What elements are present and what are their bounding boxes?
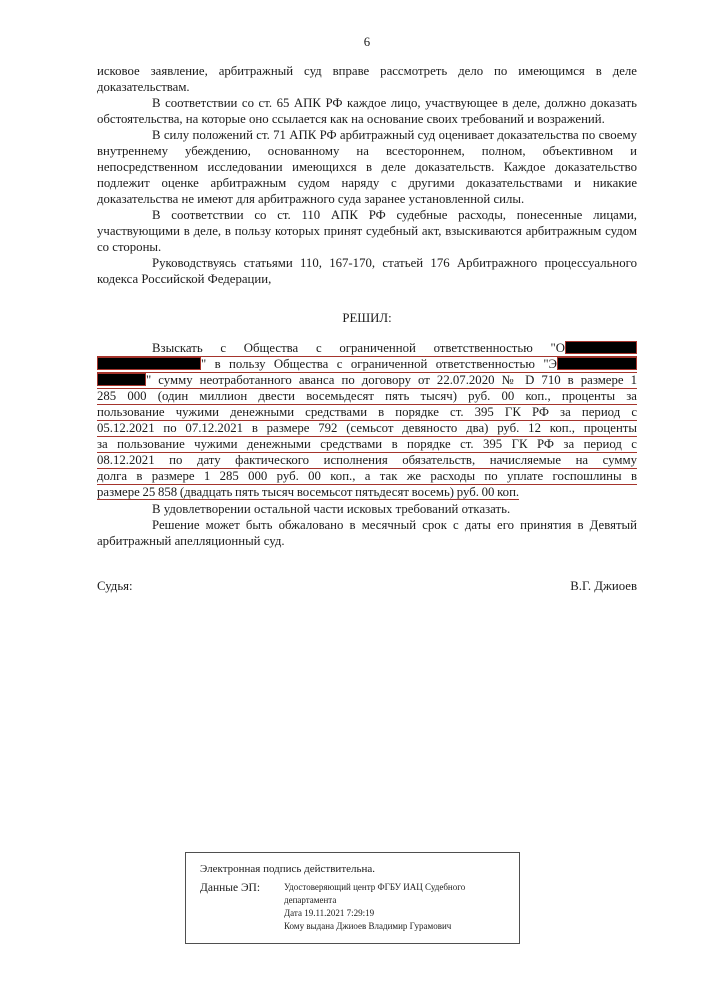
operative-line	[97, 437, 637, 453]
resolution-heading: РЕШИЛ:	[342, 311, 392, 325]
body-paragraph: В соответствии со ст. 110 АПК РФ судебные расходы, понесенные лицами, участвующими в деле, в пользу которых принят судебный акт, взыскиваются арбитражным судом со стороны.	[97, 208, 637, 254]
operative-text: 285 000 (один миллион двести восемьдесят пять тысяч) руб. 00 коп., проценты за	[97, 389, 637, 403]
body-paragraph: В соответствии со ст. 65 АПК РФ каждое лицо, участвующее в деле, должно доказать обстоятельства, на которые оно ссылается как на основание своих требований и возражений.	[97, 96, 637, 126]
operative-line	[97, 341, 637, 357]
electronic-signature-stamp	[185, 852, 520, 944]
stamp-data-row	[200, 881, 507, 933]
stamp-data-label: Данные ЭП:	[200, 882, 261, 894]
operative-text: пользование чужими денежными средствами в порядке ст. 395 ГК РФ за период с	[97, 405, 637, 419]
closing-paragraphs	[97, 501, 637, 549]
page-number: 6	[363, 35, 371, 49]
body-paragraph: В силу положений ст. 71 АПК РФ арбитражный суд оценивает доказательства по своему внутреннему убеждению, основанному на всестороннем, полном, объективном и непосредственном исследовании имеющихся в деле доказательств. Каждое доказательство подлежит оценке арбитражным судом наряду с другими доказательствами и никакие доказательства не имеют для арбитражного суда заранее установленной силы.	[97, 128, 637, 206]
operative-text: Взыскать с Общества с ограниченной ответственностью "О	[152, 341, 565, 355]
stamp-validity-text: Электронная подпись действительна.	[200, 863, 376, 875]
redaction-bar	[97, 373, 146, 386]
redaction-bar	[565, 341, 637, 354]
redaction-bar	[557, 357, 637, 370]
operative-line	[97, 373, 637, 389]
body-paragraphs	[97, 63, 637, 287]
body-paragraph: исковое заявление, арбитражный суд вправе рассмотреть дело по имеющимся в деле доказательствам.	[97, 64, 637, 94]
operative-text: 08.12.2021 по дату фактического исполнения обязательств, начисляемые на сумму	[97, 453, 637, 467]
stamp-detail-line: Кому выдана Джиоев Владимир Гурамович	[284, 921, 452, 931]
body-paragraph: Решение может быть обжаловано в месячный срок с даты его принятия в Девятый арбитражный апелляционный суд.	[97, 518, 637, 548]
judge-signature-row	[97, 578, 637, 594]
stamp-detail-line: Удостоверяющий центр ФГБУ ИАЦ Судебного департамента	[284, 882, 466, 905]
judge-name: В.Г. Джиоев	[570, 579, 637, 593]
operative-line	[97, 485, 637, 501]
operative-line	[97, 357, 637, 373]
operative-text: " в пользу Общества с ограниченной ответственностью "Э	[201, 357, 557, 371]
body-paragraph: Руководствуясь статьями 110, 167-170, статьей 176 Арбитражного процессуального кодекса Российской Федерации,	[97, 256, 637, 286]
operative-line	[97, 421, 637, 437]
operative-text: долга в размере 1 285 000 руб. 00 коп., а так же расходы по уплате госпошлины в	[97, 469, 637, 483]
judge-label: Судья:	[97, 579, 133, 593]
operative-line	[97, 453, 637, 469]
redaction-bar	[97, 357, 201, 370]
stamp-detail-line: Дата 19.11.2021 7:29:19	[284, 908, 375, 918]
operative-line	[97, 405, 637, 421]
operative-text: " сумму неотработанного аванса по договору от 22.07.2020 № D 710 в размере 1	[146, 373, 637, 387]
body-paragraph: В удовлетворении остальной части исковых требований отказать.	[152, 502, 511, 516]
operative-text: размере 25 858 (двадцать пять тысяч восемьсот пятьдесят восемь) руб. 00 коп.	[97, 485, 520, 499]
operative-line	[97, 389, 637, 405]
operative-text: 05.12.2021 по 07.12.2021 в размере 792 (семьсот девяносто два) руб. 12 коп., проценты	[97, 421, 637, 435]
operative-text: за пользование чужими денежными средствами в порядке ст. 395 ГК РФ за период с	[97, 437, 637, 451]
operative-line	[97, 469, 637, 485]
stamp-details	[284, 881, 484, 933]
operative-part	[97, 341, 637, 501]
